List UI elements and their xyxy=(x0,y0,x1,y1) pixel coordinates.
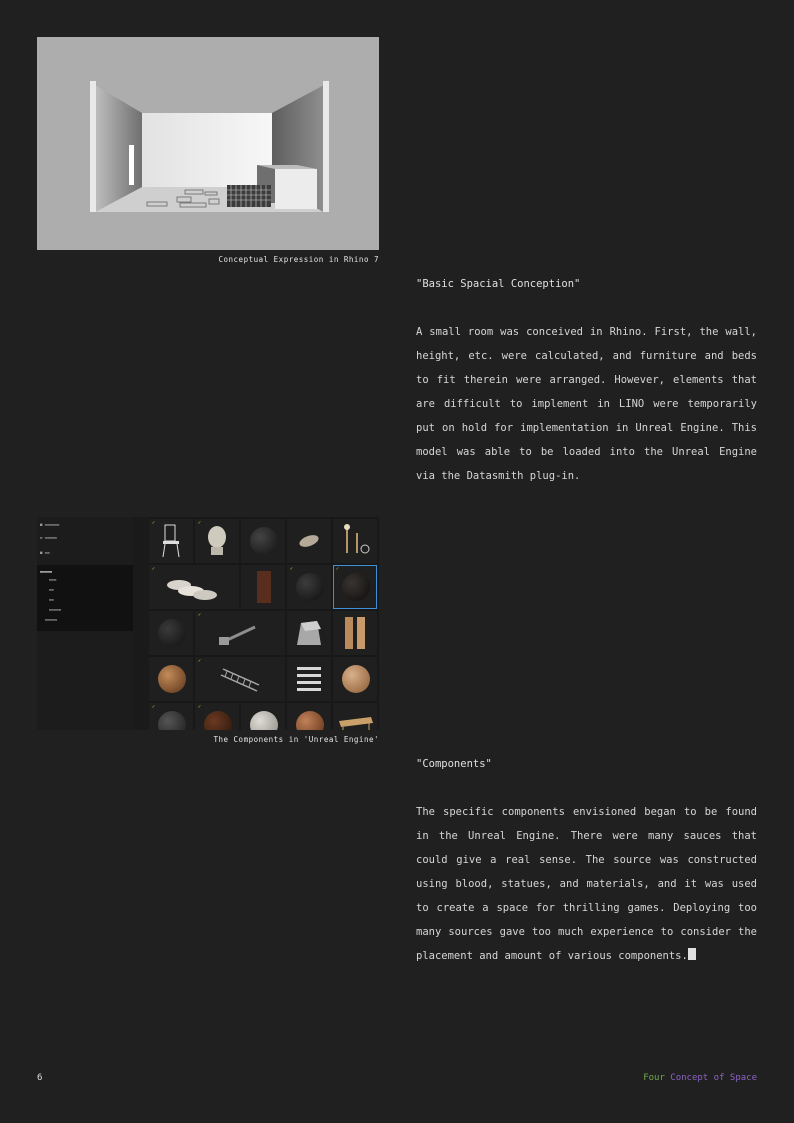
chair-icon xyxy=(149,519,193,563)
page-number: 6 xyxy=(37,1073,43,1083)
chapter-title: Concept of Space xyxy=(670,1073,757,1083)
sidebar-row: ▬▬ xyxy=(49,597,54,602)
rhino-render-image xyxy=(37,37,379,250)
wood-planks-icon xyxy=(333,611,377,655)
section-body: A small room was conceived in Rhino. First, the wall, height, etc. were calculated, and furniture and beds to fit therein were arranged. However, elements that are difficult to implement in LINO were temporarily put on hold for implementation in Unreal Engine. This model was able to be loaded into the Unreal Engine via the Datasmith plug-in. xyxy=(416,326,757,482)
sidebar-row: ▬▬▬▬▬ xyxy=(49,607,62,612)
asset-thumbnail xyxy=(241,565,285,609)
section-body-text: The specific components envisioned began to be found in the Unreal Engine. There were many sauces that could give a real sense. The source was constructed using blood, statues, and materials, and it was used to create a space for thrilling games. Deploying too many sources gave too much experience to consider the placement and amount of various components. xyxy=(416,806,757,962)
material-sphere xyxy=(250,711,278,730)
section-heading: "Basic Spacial Conception" xyxy=(416,278,581,290)
material-sphere xyxy=(204,711,232,730)
material-sphere xyxy=(158,711,186,730)
ladder-icon xyxy=(195,657,285,701)
section-body xyxy=(416,800,757,968)
asset-thumbnail xyxy=(287,703,331,730)
chapter-label: Four xyxy=(643,1073,665,1083)
asset-thumbnail: ✓ xyxy=(195,703,239,730)
asset-thumbnail: ✓ xyxy=(149,703,193,730)
sidebar-row: ▬▬▬▬▬ xyxy=(45,617,58,622)
candlestick-icon xyxy=(333,519,377,563)
shelves-icon xyxy=(287,657,331,701)
material-sphere xyxy=(296,573,324,601)
sidebar-row: ■ ▬▬ xyxy=(40,550,50,555)
browser-sidebar xyxy=(37,517,133,730)
hammer-icon xyxy=(195,611,285,655)
asset-thumbnail: ✓ xyxy=(287,565,331,609)
pillows-icon xyxy=(149,565,239,609)
asset-thumbnail xyxy=(287,519,331,563)
material-sphere xyxy=(342,665,370,693)
asset-thumbnail xyxy=(333,703,377,730)
room-illustration xyxy=(37,37,379,250)
asset-thumbnail xyxy=(287,611,331,655)
statue-icon xyxy=(195,519,239,563)
asset-thumbnail: ✓ xyxy=(195,657,285,701)
material-sphere xyxy=(158,665,186,693)
figure-caption: The Components in 'Unreal Engine' xyxy=(213,735,379,744)
asset-thumbnail xyxy=(333,519,377,563)
sidebar-row: ▬▬▬ xyxy=(49,577,57,582)
asset-thumbnail xyxy=(333,611,377,655)
material-sphere xyxy=(296,711,324,730)
figure-caption: Conceptual Expression in Rhino 7 xyxy=(218,255,379,264)
running-footer xyxy=(643,1073,757,1083)
asset-thumbnail xyxy=(287,657,331,701)
asset-thumbnail xyxy=(241,703,285,730)
material-sphere xyxy=(158,619,186,647)
sidebar-row: ▬▬ xyxy=(49,587,54,592)
asset-thumbnail xyxy=(149,657,193,701)
material-sphere xyxy=(342,573,370,601)
asset-thumbnail xyxy=(333,657,377,701)
sidebar-row: ■ ▬▬▬▬▬▬ xyxy=(40,522,60,527)
unreal-content-browser-image xyxy=(37,517,379,730)
asset-thumbnail: ✓ xyxy=(149,565,239,609)
asset-thumbnail xyxy=(241,519,285,563)
section-heading: "Components" xyxy=(416,758,492,770)
sidebar-row: ▬▬▬▬▬ xyxy=(40,569,53,574)
text-cursor xyxy=(688,948,696,960)
asset-thumbnail: ✓ xyxy=(195,519,239,563)
asset-grid xyxy=(149,517,379,730)
sidebar-row: ▬ ▬▬▬▬▬ xyxy=(40,535,57,540)
asset-thumbnail-selected: ✓ xyxy=(333,565,377,609)
skull-icon xyxy=(287,519,331,563)
material-sphere xyxy=(250,527,278,555)
asset-thumbnail xyxy=(149,611,193,655)
cloth-icon xyxy=(287,611,331,655)
asset-thumbnail: ✓ xyxy=(149,519,193,563)
asset-thumbnail: ✓ xyxy=(195,611,285,655)
table-icon xyxy=(333,703,377,730)
door-icon xyxy=(241,565,285,609)
